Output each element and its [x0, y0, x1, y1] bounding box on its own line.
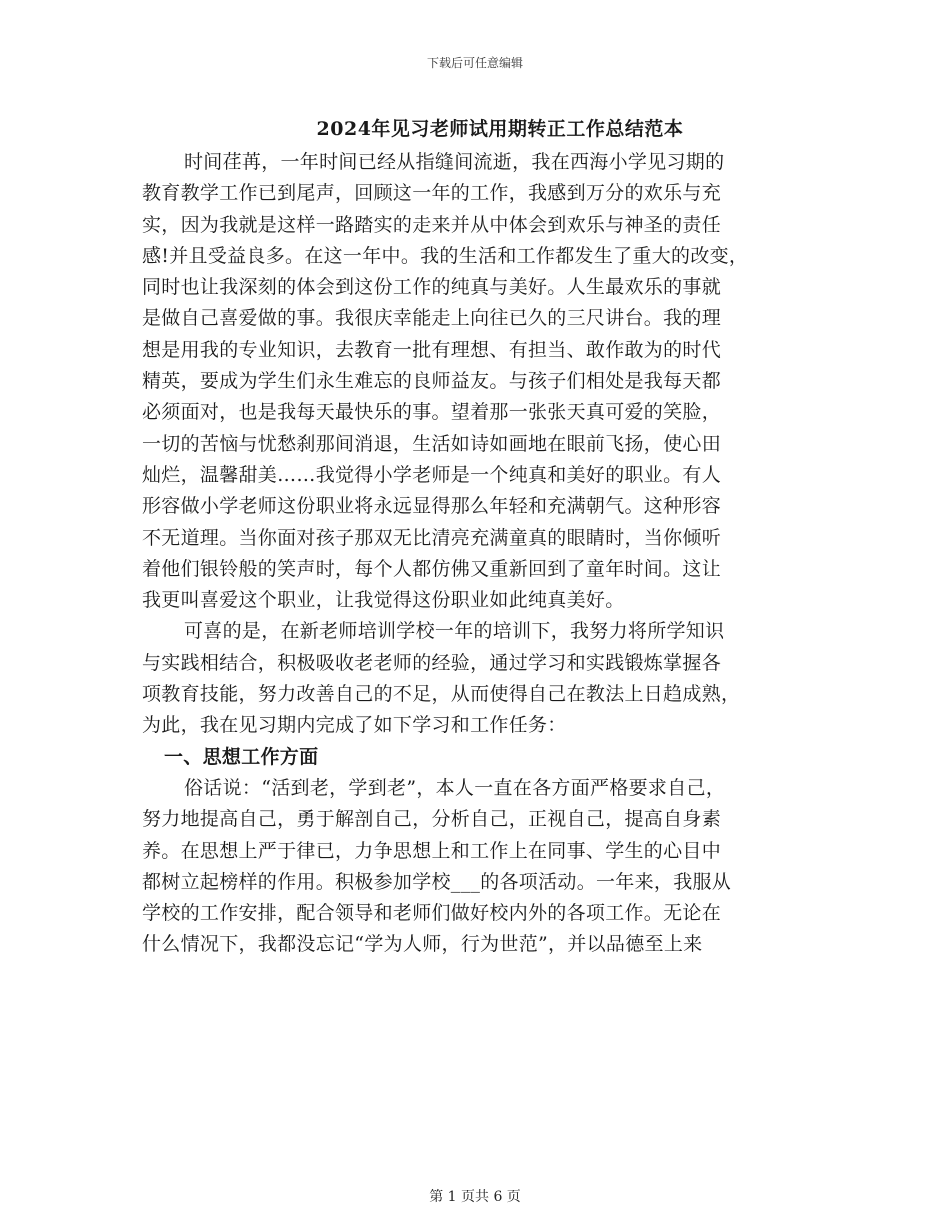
text-line: 都树立起榜样的作用。积极参加学校___的各项活动。一年来，我服从 [142, 870, 732, 893]
text-line: 项教育技能，努力改善自己的不足，从而使得自己在教法上日趋成熟， [142, 683, 741, 706]
text-line: 什么情况下，我都没忘记“学为人师，行为世范”，并以品德至上来 [142, 933, 703, 956]
text-line: 感!并且受益良多。在这一年中。我的生活和工作都发生了重大的改变， [142, 244, 749, 267]
text-line: 精英，要成为学生们永生难忘的良师益友。与孩子们相处是我每天都 [142, 370, 722, 393]
text-line: 想是用我的专业知识，去教育一批有理想、有担当、敢作敢为的时代 [142, 338, 722, 361]
text-line: 俗话说：“活到老，学到老”，本人一直在各方面严格要求自己， [184, 776, 726, 799]
page-footer: 第 1 页共 6 页 [429, 1189, 521, 1205]
text-line: 不无道理。当你面对孩子那双无比清亮充满童真的眼睛时，当你倾听 [142, 526, 722, 549]
text-line: 时间荏苒，一年时间已经从指缝间流逝，我在西海小学见习期的 [184, 151, 725, 173]
text-line: 灿烂，温馨甜美……我觉得小学老师是一个纯真和美好的职业。有人 [142, 463, 722, 486]
document-body [142, 147, 814, 961]
text-line: 我更叫喜爱这个职业，让我觉得这份职业如此纯真美好。 [142, 589, 625, 612]
text-line: 一切的苦恼与忧愁刹那间消退，生活如诗如画地在眼前飞扬，使心田 [142, 432, 722, 455]
text-line: 学校的工作安排，配合领导和老师们做好校内外的各项工作。无论在 [142, 902, 722, 925]
text-line: 必须面对，也是我每天最快乐的事。望着那一张张天真可爱的笑脸， [142, 401, 722, 424]
text-line: 教育教学工作已到尾声，回顾这一年的工作，我感到万分的欢乐与充 [142, 182, 722, 205]
section-heading: 一、思想工作方面 [164, 745, 319, 768]
text-line: 实，因为我就是这样一路踏实的走来并从中体会到欢乐与神圣的责任 [142, 213, 722, 236]
text-line: 努力地提高自己，勇于解剖自己，分析自己，正视自己，提高自身素 [142, 808, 722, 831]
text-line: 与实践相结合，积极吸收老老师的经验，通过学习和实践锻炼掌握各 [142, 651, 722, 674]
text-line: 形容做小学老师这份职业将永远显得那么年轻和充满朝气。这种形容 [142, 495, 722, 518]
text-line: 养。在思想上严于律已，力争思想上和工作上在同事、学生的心目中 [142, 839, 722, 862]
document-title: 2024年见习老师试用期转正工作总结范本 [316, 118, 684, 140]
header-note: 下载后可任意编辑 [426, 56, 523, 70]
text-line: 同时也让我深刻的体会到这份工作的纯真与美好。人生最欢乐的事就 [142, 276, 722, 299]
text-line: 着他们银铃般的笑声时，每个人都仿佛又重新回到了童年时间。这让 [142, 557, 722, 580]
text-line: 为此，我在见习期内完成了如下学习和工作任务： [142, 714, 567, 737]
text-line: 是做自己喜爱做的事。我很庆幸能走上向往已久的三尺讲台。我的理 [142, 307, 722, 330]
text-line: 可喜的是，在新老师培训学校一年的培训下，我努力将所学知识 [184, 620, 725, 643]
